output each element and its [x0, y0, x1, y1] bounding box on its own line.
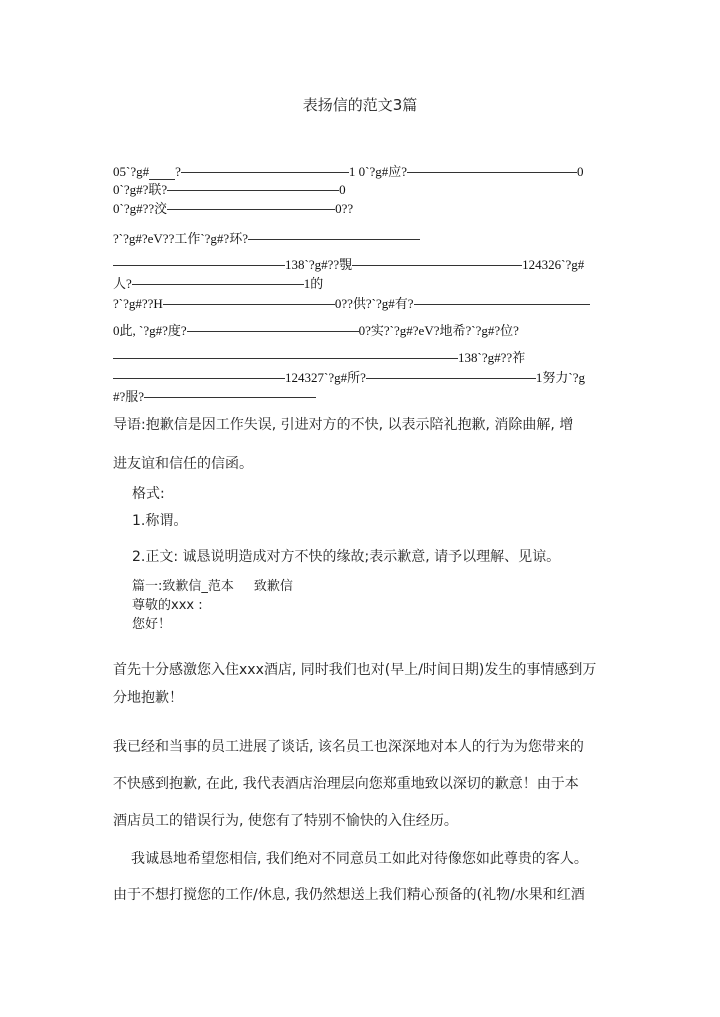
paragraph-line: 分地抱歉！ — [113, 690, 183, 706]
garbled-line — [113, 164, 584, 180]
leader-line — [167, 190, 339, 191]
garbled-text: 1的 — [303, 276, 324, 291]
garbled-text: 0`?g#?联? — [113, 182, 168, 197]
format-item: 1.称谓。 — [132, 513, 188, 529]
format-item: 2.正文: 诚恳说明造成对方不快的缘故;表示歉意, 请予以理解、见谅。 — [132, 549, 561, 565]
section-heading-text: 篇一:致歉信_范本 — [132, 579, 234, 594]
garbled-text: 0此, `?g#?度? — [113, 323, 187, 338]
garbled-text: 人? — [113, 276, 132, 291]
paragraph-line: 酒店员工的错误行为, 使您有了特别不愉快的入住经历。 — [113, 813, 458, 829]
section-subheading: 致歉信 — [253, 579, 293, 594]
garbled-text: ?`?g#??H — [113, 296, 163, 311]
garbled-line — [113, 370, 585, 386]
garbled-text: #?服? — [113, 389, 145, 404]
section-heading — [132, 578, 293, 596]
leader-line — [352, 265, 522, 266]
garbled-line — [113, 276, 323, 292]
garbled-text: 124326`?g# — [522, 257, 585, 272]
garbled-text: 124327`?g#所? — [285, 370, 366, 385]
leader-line — [187, 331, 359, 332]
garbled-line — [113, 296, 590, 312]
paragraph-line: 首先十分感激您入住xxx酒店, 同时我们也对(早上/时间日期)发生的事情感到万 — [113, 662, 597, 678]
leader-line — [113, 378, 285, 379]
garbled-text: 138`?g#??覨 — [285, 257, 353, 272]
garbled-text: 0?? — [335, 201, 354, 216]
greeting: 您好！ — [132, 617, 172, 632]
garbled-line — [113, 350, 525, 366]
garbled-text: 1 0`?g#应? — [348, 164, 408, 179]
leader-line — [167, 209, 335, 210]
leader-line — [248, 239, 420, 240]
paragraph-line: 不快感到抱歉, 在此, 我代表酒店治理层向您郑重地致以深切的歉意！由于本 — [113, 776, 579, 792]
leader-line — [113, 265, 285, 266]
garbled-text: 05`?g# — [113, 164, 150, 179]
leader-line — [113, 358, 458, 359]
salutation: 尊敬的xxx : — [132, 598, 203, 613]
leader-line — [144, 397, 316, 398]
leader-line — [163, 304, 335, 305]
garbled-text: ?`?g#?eV??工作`?g#?环? — [113, 231, 248, 246]
leader-line — [366, 378, 536, 379]
leader-line — [414, 304, 590, 305]
garbled-text: 0??供?`?g#有? — [334, 296, 414, 311]
garbled-text: ? — [175, 164, 181, 179]
garbled-text: 138`?g#??祚 — [458, 350, 526, 365]
intro-line: 导语:抱歉信是因工作失误, 引进对方的不快, 以表示陪礼抱歉, 消除曲解, 增 — [113, 417, 574, 433]
garbled-text: 1努力`?g — [535, 370, 585, 385]
blank-underline — [149, 167, 175, 180]
garbled-line — [113, 323, 519, 339]
leader-line — [407, 172, 577, 173]
document-title: 表扬信的范文3篇 — [302, 96, 418, 114]
garbled-line — [113, 231, 420, 247]
garbled-text: 0?实?`?g#?eV?地希?`?g#?位? — [358, 323, 519, 338]
paragraph-line: 我已经和当事的员工进展了谈话, 该名员工也深深地对本人的行为为您带来的 — [113, 739, 584, 755]
garbled-line — [113, 201, 353, 217]
paragraph-line: 由于不想打搅您的工作/休息, 我仍然想送上我们精心预备的(礼物/水果和红酒 — [113, 887, 585, 903]
garbled-line — [113, 257, 584, 273]
intro-line: 进友谊和信任的信函。 — [113, 456, 253, 472]
garbled-text: 0 — [339, 182, 346, 197]
garbled-line — [113, 182, 346, 198]
leader-line — [132, 284, 304, 285]
leader-line — [181, 172, 349, 173]
garbled-line — [113, 389, 316, 405]
garbled-text: 0 — [577, 164, 584, 179]
garbled-text: 0`?g#??洨 — [113, 201, 168, 216]
paragraph-line: 我诚恳地希望您相信, 我们绝对不同意员工如此对待像您如此尊贵的客人。 — [131, 851, 588, 867]
format-label: 格式: — [132, 486, 165, 502]
